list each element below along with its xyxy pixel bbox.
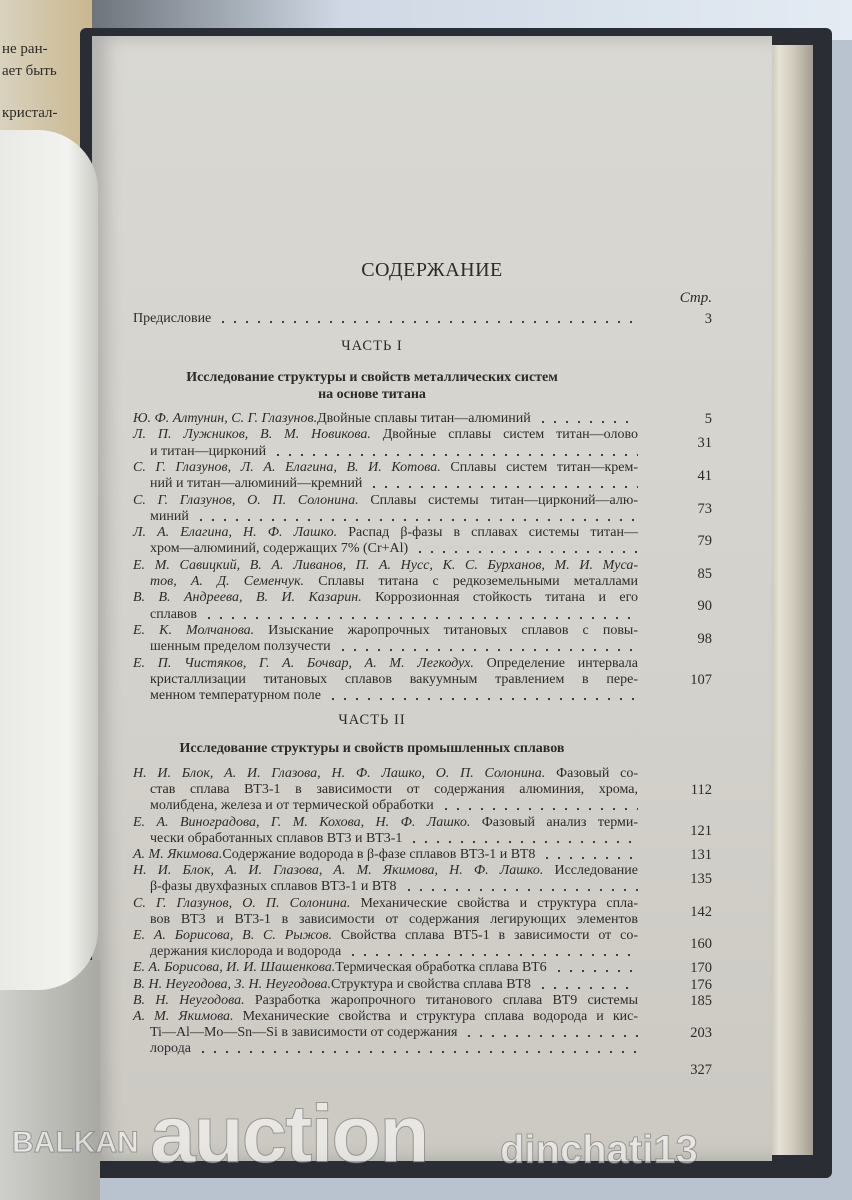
watermark-brand-top: BALKAN <box>12 1126 139 1159</box>
entry-title: Коррозионная стойкость титана и его <box>361 590 638 606</box>
entry-line-text <box>133 815 638 831</box>
dot-leader <box>553 969 638 973</box>
entry-page-number: 85 <box>697 565 712 582</box>
toc-entry-line[interactable] <box>133 960 638 976</box>
entry-authors: Н. И. Блок, А. И. Глазова, А. М. Якимова, Н. Ф. Лашко. <box>133 863 544 879</box>
toc-entry-line[interactable] <box>150 1041 638 1057</box>
toc-entry-line[interactable] <box>133 525 638 541</box>
entry-line-text <box>133 460 638 476</box>
toc-entry-line[interactable] <box>133 896 638 912</box>
entry-page-number: 176 <box>690 976 712 993</box>
entry-title: Механические свойства и структура спла- <box>350 895 638 911</box>
entry-title: Двойные сплавы систем титан—олово <box>370 427 638 443</box>
entry-title: Определение интервала <box>473 655 638 671</box>
watermark-brand-main: auction <box>150 1089 428 1180</box>
entry-authors: С. Г. Глазунов, О. П. Солонина. <box>133 895 351 911</box>
entry-title: Сплавы систем титан—крем- <box>440 459 638 475</box>
entry-line-text <box>133 993 638 1009</box>
entry-title: Разработка жаропрочного титанового сплава ВТ9 системы <box>244 992 638 1008</box>
entry-title: Механические свойства и структура сплава водорода и кис- <box>233 1009 638 1024</box>
entry-line-text <box>133 656 638 672</box>
entry-line-text <box>150 912 638 928</box>
entry-page-number: 142 <box>690 903 712 920</box>
entry-authors: С. Г. Глазунов, Л. А. Елагина, В. И. Котова. <box>133 459 441 475</box>
toc-title: СОДЕРЖАНИЕ <box>361 259 503 281</box>
entry-authors: Е. П. Чистяков, Г. А. Бочвар, А. М. Легкодух. <box>133 655 474 671</box>
toc-entry-line[interactable] <box>150 944 638 960</box>
toc-entry-line[interactable] <box>133 493 638 509</box>
left-page-fragment: ает быть <box>2 63 57 79</box>
entry-title: сплавов <box>150 606 198 622</box>
entry-title: Распад β-фазы в сплавах системы титан— <box>337 525 638 541</box>
dot-leader <box>463 1034 638 1038</box>
toc-entry-line[interactable] <box>150 798 638 814</box>
toc-entry-line[interactable] <box>150 509 638 525</box>
entry-authors: Е. А. Виноградова, Г. М. Кохова, Н. Ф. Лашко. <box>133 814 471 830</box>
entry-title: Двойные сплавы титан—алюминий <box>317 411 531 426</box>
toc-entry-line[interactable] <box>133 766 638 782</box>
entry-title: Сплавы системы титан—цирконий—алю- <box>358 492 638 508</box>
entry-page-number: 112 <box>690 782 712 799</box>
entry-page-number: 160 <box>690 936 712 953</box>
toc-entry-line[interactable] <box>133 656 638 672</box>
entry-page-number: 107 <box>690 671 712 688</box>
toc-entry-line[interactable] <box>150 541 638 557</box>
entry-authors: В. В. Андреева, В. И. Казарин. <box>133 590 362 606</box>
entry-page-number: 79 <box>697 533 712 550</box>
left-page-fragment: кристал- <box>2 105 58 121</box>
entry-title: Термическая обработка сплава ВТ6 <box>335 960 547 976</box>
entry-line-text <box>133 863 638 879</box>
entry-line-text <box>133 623 638 639</box>
entry-title: Исследование <box>543 863 638 879</box>
page-edges <box>765 45 813 1155</box>
entry-page-number: 185 <box>690 992 712 1009</box>
entry-title: миний <box>150 508 189 524</box>
toc-entry-line[interactable] <box>133 590 638 606</box>
dot-leader <box>414 550 638 554</box>
entry-page-number: 41 <box>697 468 712 485</box>
entry-line-text <box>133 590 638 606</box>
dot-leader <box>403 888 638 892</box>
entry-line-text <box>133 928 638 944</box>
entry-authors: А. М. Якимова. <box>133 847 223 862</box>
entry-authors: Е. А. Борисова, В. С. Рыжов. <box>133 928 332 943</box>
watermark-user: dinchati13 <box>500 1128 698 1172</box>
toc-entry-line[interactable] <box>133 460 638 476</box>
entry-line-text <box>133 525 638 541</box>
entry-page-number: 170 <box>690 960 712 977</box>
entry-title: чески обработанных сплавов ВТ3 и ВТ3-1 <box>150 830 403 846</box>
toc-entry-line[interactable] <box>150 1025 638 1041</box>
toc-entry-line[interactable] <box>133 977 638 993</box>
toc-entry-line[interactable] <box>150 688 638 704</box>
left-page-fragment: не ран- <box>2 41 48 57</box>
dot-leader <box>440 807 638 811</box>
toc-entry-line[interactable] <box>150 912 638 928</box>
toc-entry-line[interactable] <box>133 1009 638 1025</box>
entry-line-text <box>150 672 638 688</box>
toc-entry-line[interactable] <box>133 847 638 863</box>
entry-title: держания кислорода и водорода <box>150 944 342 960</box>
entry-page-number: 90 <box>697 598 712 615</box>
toc-entry-line[interactable] <box>133 993 638 1009</box>
entry-page-number: 5 <box>704 411 712 427</box>
toc-entry-line[interactable] <box>150 574 638 590</box>
entry-title: хром—алюминий, содержащих 7% (Cr+Al) <box>150 541 409 557</box>
entry-authors: Л. П. Лужников, В. М. Новикова. <box>133 427 371 443</box>
dot-leader <box>217 320 638 324</box>
entry-authors: Ю. Ф. Алтунин, С. Г. Глазунов. <box>133 411 318 426</box>
dot-leader <box>197 1050 638 1054</box>
entry-line-text <box>133 1009 638 1025</box>
toc-entry-line[interactable] <box>133 928 638 944</box>
entry-title: Ti—Al—Mo—Sn—Si в зависимости от содержания <box>150 1025 458 1041</box>
entry-title: Свойства сплава ВТ5-1 в зависимости от со- <box>332 928 638 943</box>
preface-page-number: 3 <box>704 311 712 327</box>
entry-title: менном температурном поле <box>150 688 321 704</box>
entry-page-number: 121 <box>690 822 712 839</box>
dot-leader <box>541 856 638 860</box>
dot-leader <box>537 986 638 990</box>
entry-line-text <box>133 493 638 509</box>
part-heading: Исследование структуры и свойств промышленных сплавов <box>179 741 565 756</box>
toc-entry-line[interactable] <box>150 444 638 460</box>
toc-entry-line[interactable] <box>150 782 638 798</box>
preface-label: Предисловие <box>133 311 212 326</box>
entry-title: ний и титан—алюминий—кремний <box>150 476 363 492</box>
entry-page-number: 98 <box>697 631 712 648</box>
toc-entry-line[interactable] <box>150 672 638 688</box>
left-page-bottom <box>0 960 100 1200</box>
dot-leader <box>408 840 638 844</box>
left-page-curl <box>0 130 98 990</box>
entry-authors: Е. К. Молчанова. <box>133 622 255 638</box>
entry-page-number: 31 <box>697 435 712 452</box>
entry-page-number: 135 <box>690 871 712 888</box>
entry-authors: Н. И. Блок, А. И. Глазова, Н. Ф. Лашко, О. П. Солонина. <box>133 766 546 781</box>
dot-leader <box>327 697 638 701</box>
entry-authors: С. Г. Глазунов, О. П. Солонина. <box>133 492 359 508</box>
entry-title: Содержание водорода в β-фазе сплавов ВТ3-1 и ВТ8 <box>222 847 536 862</box>
entry-title: став сплава ВТ3-1 в зависимости от содержания алюминия, хрома, <box>150 782 638 798</box>
entry-authors: тов, А. Д. Семенчук. <box>150 574 305 589</box>
entry-title: Фазовый анализ терми- <box>470 814 639 830</box>
entry-line-text <box>150 782 638 798</box>
entry-authors: В. Н. Неугодова. <box>133 992 245 1008</box>
entry-authors: В. Н. Неугодова, З. Н. Неугодова. <box>133 976 331 992</box>
entry-page-number: 203 <box>690 1025 712 1042</box>
toc-entry-line[interactable] <box>150 607 638 623</box>
entry-line-text <box>133 558 638 574</box>
toc-entry-line[interactable] <box>150 831 638 847</box>
part-label: ЧАСТЬ I <box>341 338 403 354</box>
entry-title: Фазовый со- <box>545 766 638 781</box>
entry-line-text <box>150 574 638 590</box>
entry-title: и титан—цирконий <box>150 443 267 459</box>
toc-entry-line[interactable] <box>133 815 638 831</box>
dot-leader <box>203 616 638 620</box>
entry-title: вов ВТ3 и ВТ3-1 в зависимости от содержания легирующих элементов <box>150 911 638 927</box>
entry-page-number: 73 <box>697 500 712 517</box>
dot-leader <box>368 485 638 489</box>
dot-leader <box>272 453 638 457</box>
entry-authors: Л. А. Елагина, Н. Ф. Лашко. <box>133 525 338 541</box>
entry-title: β-фазы двухфазных сплавов ВТ3-1 и ВТ8 <box>150 879 397 895</box>
entry-authors: Е. М. Савицкий, В. А. Ливанов, П. А. Нусс, К. С. Бурханов, М. И. Муса- <box>133 557 638 573</box>
entry-page-number: 131 <box>690 847 712 863</box>
dot-leader <box>337 648 638 652</box>
dot-leader <box>347 953 638 957</box>
toc-entry-line[interactable] <box>150 879 638 895</box>
entry-title: Сплавы титана с редкоземельными металлами <box>304 574 639 589</box>
entry-authors: А. М. Якимова. <box>133 1009 234 1024</box>
toc-entry-line[interactable] <box>133 863 638 879</box>
entry-line-text <box>133 896 638 912</box>
entry-title: молибдена, железа и от термической обработки <box>150 798 434 814</box>
entry-line-text <box>133 766 638 782</box>
dot-leader <box>195 518 638 522</box>
part-heading: Исследование структуры и свойств металлических систем <box>186 370 558 385</box>
entry-title: Структура и свойства сплава ВТ8 <box>330 976 531 992</box>
toc-entry-line[interactable] <box>150 639 638 655</box>
entry-title: шенным пределом ползучести <box>150 639 331 655</box>
entry-title: кристаллизации титановых сплавов вакуумным травлением в пере- <box>150 671 638 687</box>
toc-entry-line[interactable] <box>150 476 638 492</box>
part-heading: на основе титана <box>318 387 426 402</box>
toc-entry-line[interactable] <box>133 411 638 427</box>
toc-entry-line[interactable] <box>133 558 638 574</box>
entry-title: лорода <box>150 1041 191 1057</box>
dot-leader <box>537 420 638 424</box>
entry-title: Изыскание жаропрочных титановых сплавов с повы- <box>254 622 638 638</box>
entry-page-number: 327 <box>690 1061 712 1078</box>
page-column-label: Стр. <box>679 290 712 306</box>
entry-line-text <box>133 427 638 443</box>
part-label: ЧАСТЬ II <box>338 712 406 728</box>
toc-preface[interactable] <box>133 311 638 327</box>
toc-entry-line[interactable] <box>133 623 638 639</box>
toc-entry-line[interactable] <box>133 427 638 443</box>
entry-authors: Е. А. Борисова, И. И. Шашенкова. <box>133 960 336 976</box>
